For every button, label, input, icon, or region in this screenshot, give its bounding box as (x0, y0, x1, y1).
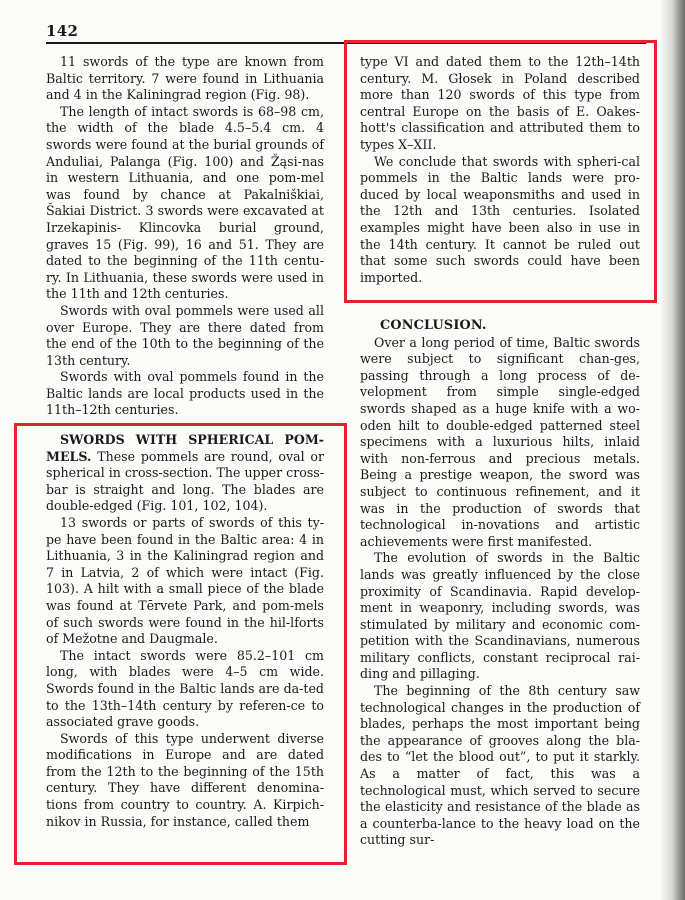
section-intro (46, 432, 324, 515)
page-number: 142 (46, 22, 79, 40)
paragraph: Over a long period of time, Baltic swords were subject to significant chan-ges, passing through a long process of de-velopment from simple single-edged swords shaped as a huge knife with a wo-oden hilt to double-edged patterned steel specimens with a luxurious hilts, inlaid with non-ferrous and precious metals. Being a prestige weapon, the sword was subject to continuous refinement, and it was in the production of swords that technological in-novations and artistic achievements were first manifested. (360, 334, 640, 549)
section-heading: SWORDS WITH SPHERICAL POM-MELS. (46, 432, 324, 464)
paragraph: The intact swords were 85.2–101 cm long, with blades were 4–5 cm wide. Swords found in the Baltic lands are da-ted to the 13th–14th century by referen-ce to associated grave goods. (46, 647, 324, 730)
left-column-top (46, 54, 324, 419)
paragraph: The evolution of swords in the Baltic lands was greatly influenced by the close proximity of Scandinavia. Rapid develop-ment in weaponry, including swords, was stimulated by military and economic com-petition with the Scandinavians, numerous military conflicts, constant reciprocal rai-ding and pillaging. (360, 550, 640, 682)
conclusion-heading: CONCLUSION. (380, 318, 487, 333)
paragraph: 11 swords of the type are known from Baltic territory. 7 were found in Lithuania and 4 in the Kaliningrad region (Fig. 98). (46, 54, 324, 103)
paragraph: type VI and dated them to the 12th–14th century. M. Głosek in Poland described more than 120 swords of this type from central Europe on the basis of E. Oakes-hott's classification and attributed them to types X–XII. (360, 54, 640, 152)
paragraph: Swords with oval pommels found in the Baltic lands are local products used in the 11th–12th centuries. (46, 369, 324, 418)
paragraph: 13 swords or parts of swords of this ty-pe have been found in the Baltic area: 4 in Lithuania, 3 in the Kaliningrad region and 7 in Latvia, 2 of which were intact (Fig. 103). A hilt with a small piece of the blade was found at Tērvete Park, and pom-mels of such swords were found in the hil-lforts of Mežotne and Daugmale. (46, 514, 324, 647)
paragraph: Swords of this type underwent diverse modifications in Europe and are dated from the 12th to the beginning of the 15th century. They have different denomina-tions from country to country. A. Kirpich-nikov in Russia, for instance, called them (46, 730, 324, 829)
section-intro-text: These pommels are round, oval or spherical in cross-section. The upper cross-bar is straight and long. The blades are double-edged (Fig. 101, 102, 104). (46, 448, 324, 514)
paragraph: The beginning of the 8th century saw technological changes in the production of blades, perhaps the most important being the appearance of grooves along the bla-des to “let the blood out”, to put it starkly. As a matter of fact, this was a technological must, which served to secure the elasticity and resistance of the blade as a counterba-lance to the heavy load on the cutting sur- (360, 683, 640, 848)
right-column-top (360, 54, 640, 286)
paragraph: Swords with oval pommels were used all over Europe. They are there dated from the end of the 10th to the beginning of the 13th century. (46, 302, 324, 368)
left-column-section-spherical-pommels (46, 432, 324, 830)
book-spine-shadow (661, 0, 685, 900)
header-rule (46, 42, 646, 44)
right-column-conclusion (360, 316, 640, 849)
paragraph: We conclude that swords with spheri-cal pommels in the Baltic lands were pro-duced by local weaponsmiths and used in the 12th and 13th centuries. Isolated examples might have been also in use in the 14th century. It cannot be ruled out that some such swords could have been imported. (360, 153, 640, 285)
paragraph: The length of intact swords is 68–98 cm, the width of the blade 4.5–5.4 cm. 4 swords were found at the burial grounds of Anduliai, Palanga (Fig. 100) and Žąsi-nas in western Lithuania, and one pom-mel was found by chance at Pakalniškiai, Šakiai District. 3 swords were excavated at Irzekapinis- Klincovka burial ground, graves 15 (Fig. 99), 16 and 51. They are dated to the beginning of the 11th centu-ry. In Lithuania, these swords were used in the 11th and 12th centuries. (46, 103, 324, 302)
